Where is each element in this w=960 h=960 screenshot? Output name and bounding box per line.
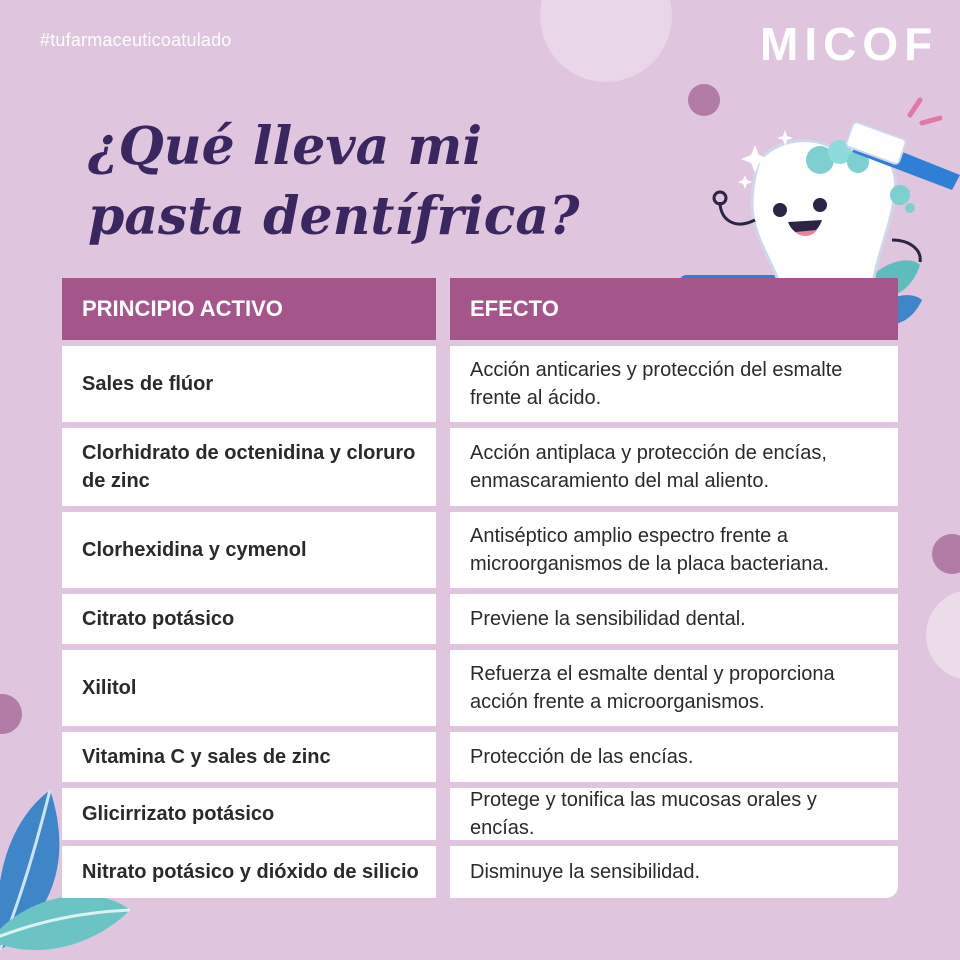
header-efecto: EFECTO xyxy=(450,278,898,340)
table-row xyxy=(62,346,898,422)
cell-efecto: Acción antiplaca y protección de encías, enmascaramiento del mal aliento. xyxy=(450,428,898,506)
cell-principio: Glicirrizato potásico xyxy=(62,788,436,840)
cell-efecto: Protege y tonifica las mucosas orales y encías. xyxy=(450,788,898,840)
decorative-dot-left xyxy=(0,694,22,734)
cell-efecto: Disminuye la sensibilidad. xyxy=(450,846,898,898)
decorative-circle-right xyxy=(926,590,960,680)
title-line-2: pasta dentífrica? xyxy=(88,186,580,247)
cell-principio: Vitamina C y sales de zinc xyxy=(62,732,436,782)
micof-logo xyxy=(760,18,940,70)
table-row xyxy=(62,788,898,840)
cell-principio: Sales de flúor xyxy=(62,346,436,422)
cell-efecto: Protección de las encías. xyxy=(450,732,898,782)
table-header xyxy=(62,278,898,340)
title-line-1: ¿Qué lleva mi xyxy=(88,116,483,177)
cell-principio: Clorhidrato de octenidina y cloruro de zinc xyxy=(62,428,436,506)
cell-principio: Nitrato potásico y dióxido de silicio xyxy=(62,846,436,898)
header-principio-activo: PRINCIPIO ACTIVO xyxy=(62,278,436,340)
table-row xyxy=(62,650,898,726)
cell-principio: Clorhexidina y cymenol xyxy=(62,512,436,588)
hashtag: #tufarmaceuticoatulado xyxy=(40,30,232,50)
cell-efecto: Antiséptico amplio espectro frente a microorganismos de la placa bacteriana. xyxy=(450,512,898,588)
cell-principio: Xilitol xyxy=(62,650,436,726)
table-row xyxy=(62,512,898,588)
cell-efecto: Refuerza el esmalte dental y proporciona acción frente a microorganismos. xyxy=(450,650,898,726)
table-body xyxy=(62,346,898,898)
table-row xyxy=(62,846,898,898)
decorative-circle-top xyxy=(540,0,672,82)
ingredients-table xyxy=(62,278,898,898)
logo-text: MICOF xyxy=(760,18,939,70)
cell-efecto: Acción anticaries y protección del esmalte frente al ácido. xyxy=(450,346,898,422)
decorative-dot-right xyxy=(932,534,960,574)
cell-principio: Citrato potásico xyxy=(62,594,436,644)
table-row xyxy=(62,732,898,782)
cell-efecto: Previene la sensibilidad dental. xyxy=(450,594,898,644)
page-title xyxy=(88,112,648,252)
table-row xyxy=(62,594,898,644)
table-row xyxy=(62,428,898,506)
